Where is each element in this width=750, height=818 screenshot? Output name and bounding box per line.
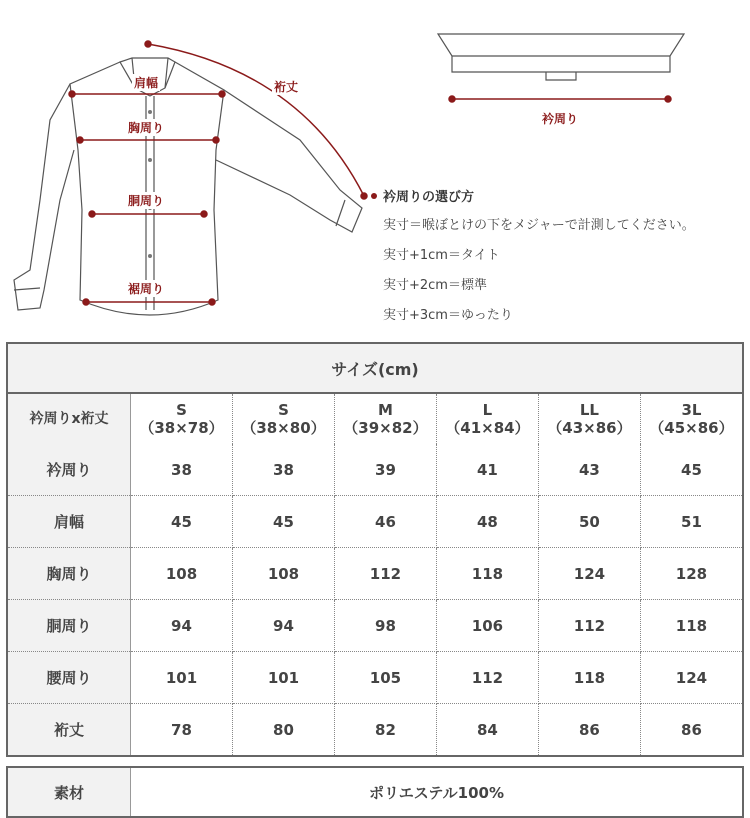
table-cell: 78 (131, 704, 233, 757)
sleeve-label: 裄丈 (274, 80, 299, 94)
table-cell: 45 (131, 496, 233, 548)
table-cell: 101 (232, 652, 334, 704)
row-label: 腰周り (7, 652, 131, 704)
table-cell: 118 (436, 548, 538, 600)
table-cell: 86 (538, 704, 640, 757)
table-row (7, 652, 743, 704)
size-column-header (334, 393, 436, 444)
material-value: ポリエステル100% (369, 783, 504, 802)
waist-label: 胴周り (128, 194, 165, 208)
size-detail: （43×86） (547, 419, 632, 437)
row-label: 胸周り (7, 548, 131, 600)
table-cell: 82 (334, 704, 436, 757)
guide-title-text: 衿周りの選び方 (383, 190, 475, 205)
table-cell: 108 (131, 548, 233, 600)
table-cell: 80 (232, 704, 334, 757)
table-cell: 108 (232, 548, 334, 600)
guide-line: 実寸+2cm＝標準 (383, 278, 487, 293)
bullet-icon (371, 193, 377, 199)
row-label: 衿周り (7, 444, 131, 496)
table-cell: 101 (131, 652, 233, 704)
guide-line: 実寸＝喉ぼとけの下をメジャーで計測してください。 (383, 218, 695, 233)
size-column-header (131, 393, 233, 444)
collar-selection-guide (383, 186, 695, 337)
table-cell: 128 (640, 548, 743, 600)
row-label: 胴周り (7, 600, 131, 652)
shoulder-label: 肩幅 (134, 76, 159, 90)
size-name: M (377, 401, 393, 419)
table-cell: 112 (334, 548, 436, 600)
table-cell: 94 (131, 600, 233, 652)
size-name: S (176, 401, 187, 419)
material-table (6, 766, 744, 818)
hem-label: 裾周り (128, 282, 165, 296)
table-cell: 38 (232, 444, 334, 496)
table-cell: 50 (538, 496, 640, 548)
table-cell: 94 (232, 600, 334, 652)
size-detail: （45×86） (649, 419, 734, 437)
table-cell: 46 (334, 496, 436, 548)
guide-title (383, 186, 695, 205)
size-detail: （38×78） (139, 419, 224, 437)
material-label: 素材 (7, 767, 131, 817)
table-cell: 39 (334, 444, 436, 496)
table-cell: 112 (538, 600, 640, 652)
size-name: 3L (681, 401, 702, 419)
size-table-title: サイズ(cm) (7, 343, 743, 393)
table-cell: 48 (436, 496, 538, 548)
table-row (7, 600, 743, 652)
collar-label: 衿周り (542, 112, 579, 126)
table-cell: 118 (538, 652, 640, 704)
size-header-row (7, 393, 743, 444)
table-cell: 106 (436, 600, 538, 652)
material-row (7, 767, 743, 817)
table-cell: 43 (538, 444, 640, 496)
size-name: L (482, 401, 493, 419)
table-row (7, 496, 743, 548)
table-row (7, 444, 743, 496)
size-table (6, 342, 744, 757)
size-column-header (232, 393, 334, 444)
guide-line: 実寸+1cm＝タイト (383, 248, 500, 263)
size-detail: （38×80） (241, 419, 326, 437)
chest-label: 胸周り (128, 121, 165, 135)
size-name: S (278, 401, 289, 419)
table-cell: 41 (436, 444, 538, 496)
table-cell: 118 (640, 600, 743, 652)
table-cell: 45 (640, 444, 743, 496)
row-label: 裄丈 (7, 704, 131, 757)
table-row (7, 704, 743, 757)
table-cell: 112 (436, 652, 538, 704)
table-cell: 38 (131, 444, 233, 496)
size-name: LL (579, 401, 599, 419)
table-cell: 98 (334, 600, 436, 652)
table-cell: 45 (232, 496, 334, 548)
corner-header: 衿周りx裄丈 (7, 393, 131, 444)
guide-line: 実寸+3cm＝ゆったり (383, 308, 513, 323)
size-detail: （39×82） (343, 419, 428, 437)
table-cell: 105 (334, 652, 436, 704)
row-label: 肩幅 (7, 496, 131, 548)
table-cell: 86 (681, 720, 702, 739)
size-column-header (436, 393, 538, 444)
table-cell: 124 (538, 548, 640, 600)
table-cell: 51 (640, 496, 743, 548)
size-column-header (538, 393, 640, 444)
table-cell: 84 (436, 704, 538, 757)
table-cell: 124 (640, 652, 743, 704)
table-row (7, 548, 743, 600)
size-detail: （41×84） (445, 419, 530, 437)
size-column-header (640, 393, 743, 444)
